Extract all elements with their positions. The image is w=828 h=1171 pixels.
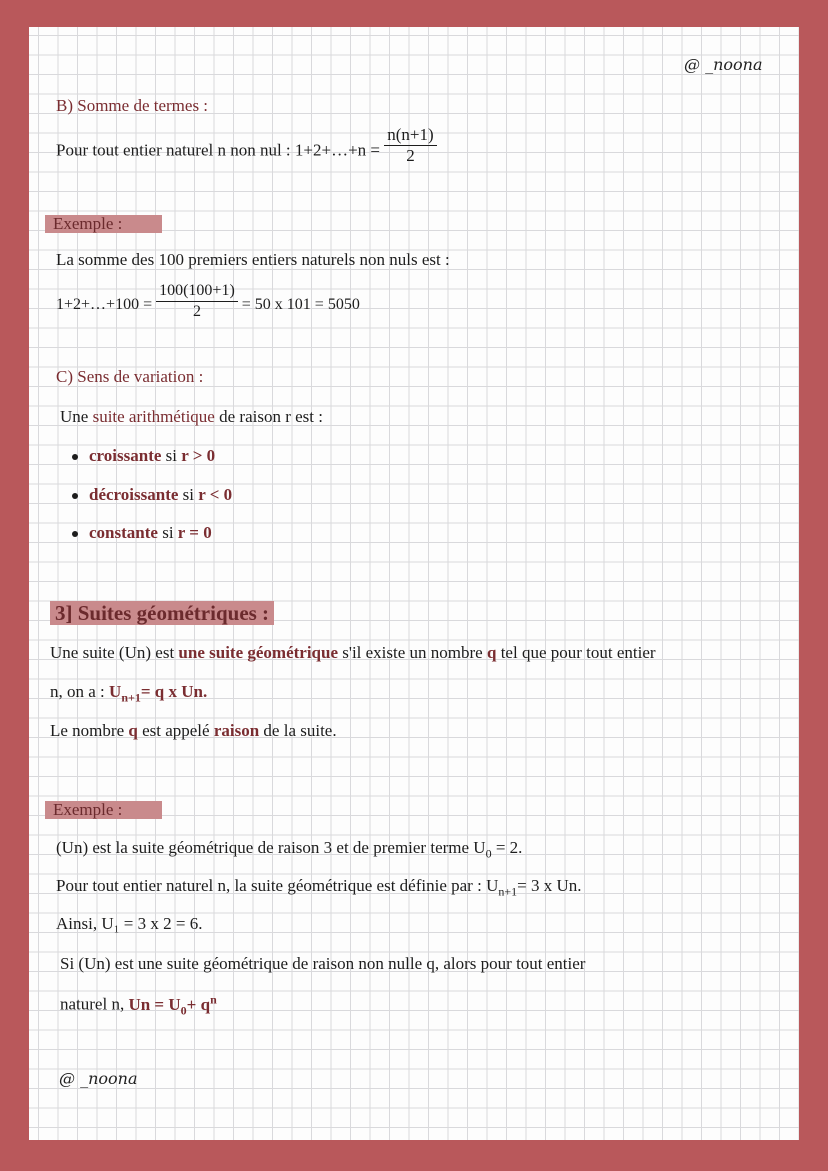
sum-fraction-numerator: n(n+1): [384, 125, 436, 146]
section-c-title: C) Sens de variation :: [56, 367, 204, 386]
def2-formula: [109, 682, 208, 705]
variation-term: constante: [89, 523, 158, 542]
example2-line5: [60, 992, 217, 1018]
formula-sup: n: [210, 992, 217, 1006]
example1-formula: [56, 282, 360, 326]
example2-line2: [56, 876, 582, 899]
example2-l1-sub: 0: [485, 846, 492, 861]
raison-text-c: de la suite.: [259, 721, 337, 740]
def2-rest: = q x Un.: [140, 682, 208, 701]
example2-l1-a: (Un) est la suite géométrique de raison 3 et de premier terme U: [56, 838, 486, 857]
author-handle-bottom: @ _noona: [59, 1069, 138, 1088]
example1-fraction-denominator: 2: [192, 303, 201, 320]
example2-line1: [56, 838, 522, 861]
example2-l2-a: Pour tout entier naturel n, la suite géométrique est définie par : U: [56, 876, 499, 895]
author-handle-top: @ _noona: [684, 55, 763, 74]
example2-l2-b: = 3 x Un.: [517, 876, 582, 895]
section-b-title: B) Somme de termes :: [56, 96, 209, 115]
example1-suffix: = 50 x 101 = 5050: [241, 296, 360, 314]
geometric-definition-line1: [50, 643, 656, 663]
section-c-intro: [60, 407, 323, 427]
example-tag-1: Exemple :: [45, 215, 162, 233]
def-text-c: tel que pour tout entier: [496, 643, 656, 662]
section-3-title: 3] Suites géométriques :: [50, 601, 274, 625]
variation-item-croissante: [89, 446, 215, 466]
general-term-formula: [128, 992, 217, 1018]
example1-fraction-numerator: 100(100+1): [156, 281, 238, 302]
example1-fraction: [156, 281, 238, 322]
formula-plus: + q: [186, 994, 211, 1014]
geometric-definition-line2: [50, 682, 207, 705]
def-highlight: une suite géométrique: [178, 643, 339, 662]
intro-highlight: suite arithmétique: [92, 407, 215, 426]
def2-text-a: n, on a :: [50, 682, 110, 701]
def-text-b: s'il existe un nombre: [338, 643, 487, 662]
example1-line1: La somme des 100 premiers entiers naturels non nuls est :: [56, 250, 450, 269]
formula-U: Un = U: [128, 994, 181, 1014]
raison-q: q: [128, 721, 138, 740]
intro-text-a: Une: [60, 407, 93, 426]
intro-text-b: de raison r est :: [214, 407, 323, 426]
sum-formula-prefix: Pour tout entier naturel n non nul : 1+2+…+n =: [56, 140, 385, 160]
def2-U: U: [109, 682, 122, 701]
sum-fraction: [384, 125, 436, 166]
variation-mid: si: [178, 485, 199, 504]
raison-text-b: est appelé: [137, 721, 214, 740]
variation-term: décroissante: [89, 485, 179, 504]
variation-item-decroissante: [89, 485, 232, 505]
example1-prefix: 1+2+…+100 =: [56, 296, 157, 314]
example2-l5-a: naturel n,: [60, 994, 129, 1014]
variation-condition: r > 0: [181, 446, 216, 465]
example2-l2-sub: n+1: [498, 884, 518, 899]
example2-line3: Ainsi, U₁ = 3 x 2 = 6.: [56, 914, 203, 933]
raison-text-a: Le nombre: [50, 721, 129, 740]
formula-sub: 0: [180, 1003, 187, 1018]
variation-item-constante: [89, 523, 212, 543]
variation-mid: si: [161, 446, 182, 465]
variation-condition: r < 0: [198, 485, 233, 504]
def2-subscript: n+1: [121, 690, 141, 705]
variation-condition: r = 0: [177, 523, 212, 542]
example2-l1-b: = 2.: [491, 838, 523, 857]
def-q: q: [486, 643, 497, 662]
example-tag-2: Exemple :: [45, 801, 162, 819]
raison-line: [50, 721, 337, 741]
raison-highlight: raison: [213, 721, 260, 740]
variation-term: croissante: [89, 446, 162, 465]
def-text-a: Une suite (Un) est: [50, 643, 179, 662]
example2-line4: Si (Un) est une suite géométrique de raison non nulle q, alors pour tout entier: [60, 954, 586, 973]
sum-formula: [56, 125, 437, 172]
sum-fraction-denominator: 2: [406, 146, 415, 165]
notebook-page: [29, 27, 799, 1140]
variation-mid: si: [157, 523, 178, 542]
